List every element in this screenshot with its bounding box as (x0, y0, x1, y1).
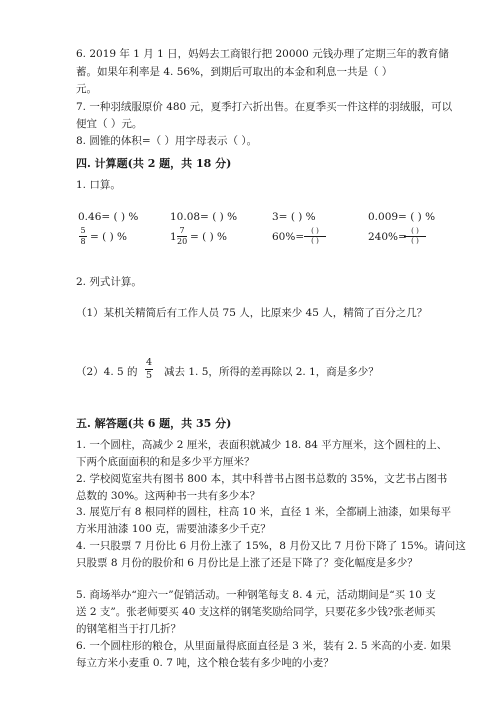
section-5-heading: 五. 解答题(共 6 题，共 35 分) (76, 417, 232, 430)
calc-problem-2-left: （2）4. 5 的 (76, 366, 138, 378)
calc-r1-c2: 10.08= ( ) % (170, 211, 238, 223)
q5-2-line-2: 总数的 30%。这两种书一共有多少本？ (76, 490, 261, 502)
q5-2-line-1: 2. 学校阅览室共有图书 800 本，其中科普书占图书总数的 35%，文艺书占图书 (76, 473, 448, 485)
calc-r2-c2-whole: 1 (170, 231, 177, 243)
q6-line-3: 元。 (76, 83, 97, 95)
calc-r2-c1-rest: = ( ) % (90, 231, 127, 243)
calc-r2-c4-left: 240%= (368, 231, 407, 243)
calc-r2-c4-fraction: ( ) ( ) (404, 228, 426, 245)
q5-6-line-1: 6. 一个圆柱形的粮仓，从里面量得底面直径是 3 米，装有 2. 5 米高的小麦. 如果 (76, 640, 452, 652)
q5-6-line-2: 每立方米小麦重 0. 7 吨，这个粮仓装有多少吨的小麦？ (76, 657, 334, 669)
calc-r1-c3: 3= ( ) % (272, 211, 316, 223)
q5-5-line-2: 送 2 支”。张老师要买 40 支这样的钢笔奖励给同学，只要花多少钱?张老师买 (76, 606, 436, 618)
q6-line-2: 蓄。如果年利率是 4. 56%，到期后可取出的本金和利息一共是（ ） (76, 66, 393, 78)
q7-line-2: 便宜（ ）元。 (76, 118, 143, 130)
calc-r2-c3-fraction: ( ) ( ) (304, 228, 326, 245)
q5-3-line-2: 方米用油漆 100 克，需要油漆多少千克？ (76, 523, 271, 535)
calc-r2-c1-fraction: 5 8 (80, 226, 86, 246)
calc-r2-c3-left: 60%= (272, 231, 305, 243)
q8-line-1: 8. 圆锥的体积=（ ）用字母表示（ ）。 (76, 135, 258, 147)
q5-5-line-3: 的钢笔相当于打几折？ (76, 623, 181, 635)
calc-problem-2-right: 减去 1. 5，所得的差再除以 2. 1，商是多少？ (164, 366, 379, 378)
section-4-heading: 四. 计算题(共 2 题，共 18 分) (76, 157, 232, 170)
q5-4-line-2: 只股票 8 月份的股价和 6 月份比是上涨了还是下降了？变化幅度是多少？ (76, 557, 418, 569)
calc-r2-c2-fraction: 7 20 (177, 226, 188, 246)
q5-1-line-2: 下两个底面面积的和是多少平方厘米？ (76, 456, 255, 468)
q5-5-line-1: 5. 商场举办“迎六一”促销活动。一种钢笔每支 8. 4 元，活动期间是“买 10 支 (76, 589, 436, 601)
q5-4-line-1: 4. 一只股票 7 月份比 6 月份上涨了 15%，8 月份又比 7 月份下降了 15%。请问这 (76, 540, 466, 552)
calc-r1-c1: 0.46= ( ) % (78, 211, 139, 223)
calc-r1-c4: 0.009= ( ) % (368, 211, 436, 223)
section-4-sub-2: 2. 列式计算。 (76, 276, 142, 288)
section-4-sub-1: 1. 口算。 (76, 179, 121, 191)
q7-line-1: 7. 一种羽绒服原价 480 元，夏季打六折出售。在夏季买一件这样的羽绒服，可以 (76, 101, 453, 113)
q5-3-line-1: 3. 展览厅有 8 根同样的圆柱，柱高 10 米，直径 1 米，全都刷上油漆，如果每平 (76, 506, 452, 518)
q6-line-1: 6. 2019 年 1 月 1 日，妈妈去工商银行把 20000 元钱办理了定期三年的教育储 (76, 48, 449, 60)
calc-problem-1: （1）某机关精简后有工作人员 75 人，比原来少 45 人，精简了百分之几？ (76, 307, 428, 319)
calc-r2-c2-rest: = ( ) % (190, 231, 227, 243)
q5-1-line-1: 1. 一个圆柱，高减少 2 厘米，表面积就减少 18. 84 平方厘米，这个圆柱的上、 (76, 439, 448, 451)
calc-problem-2-fraction: 4 5 (145, 357, 153, 381)
